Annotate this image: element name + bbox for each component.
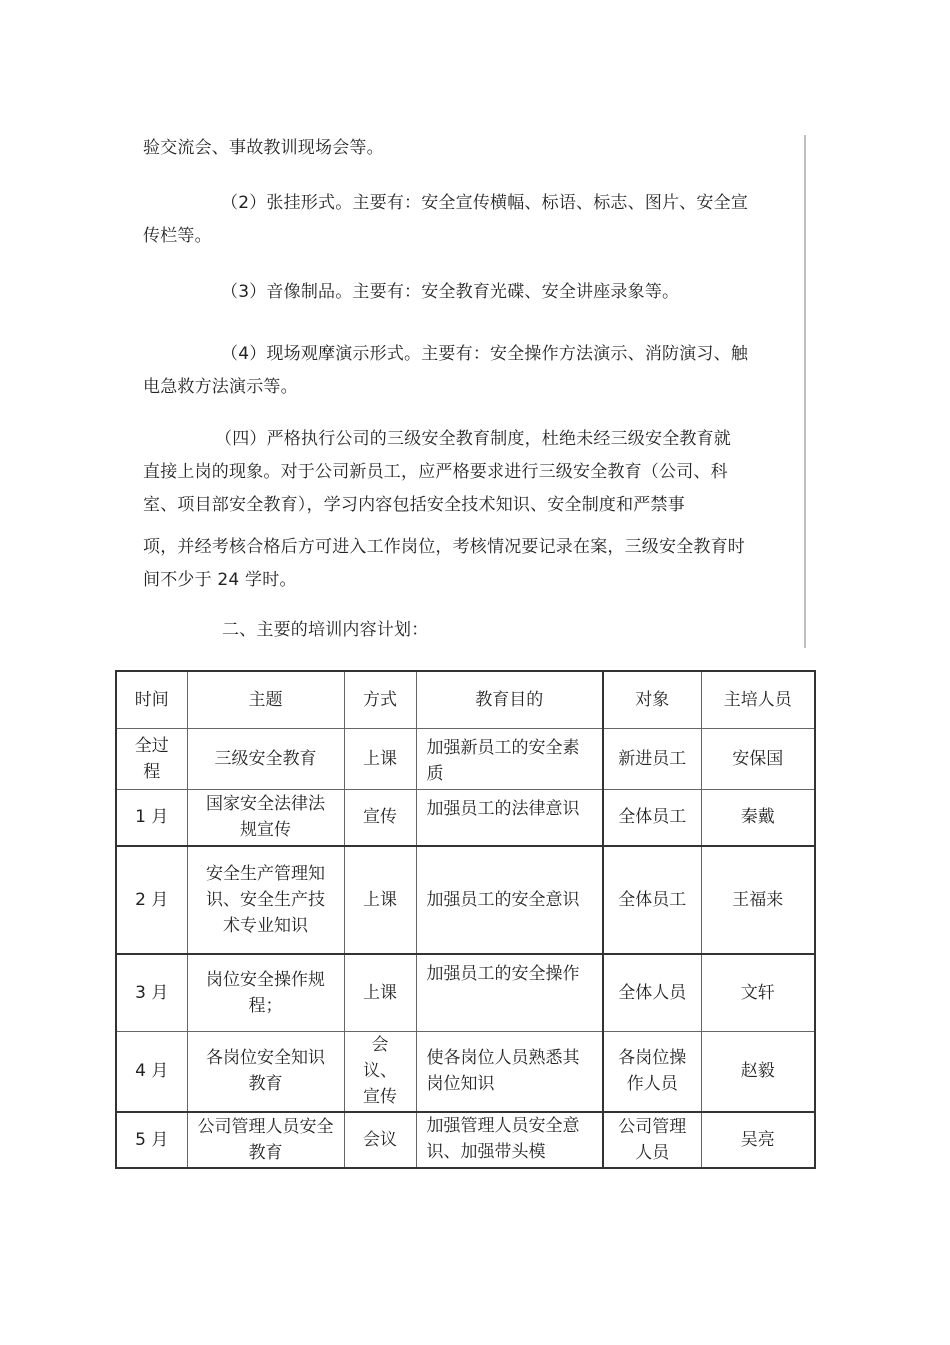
cell-topic: 安全生产管理知识、安全生产技术专业知识: [187, 846, 344, 954]
cell-method: 上课: [344, 954, 416, 1032]
cell-trainer: 赵毅: [701, 1032, 815, 1112]
cell-target: 全体员工: [603, 790, 701, 846]
cell-method: 上课: [344, 846, 416, 954]
cell-topic: 国家安全法律法规宣传: [187, 790, 344, 846]
cell-method: 会议: [344, 1112, 416, 1168]
cell-goal: 加强员工的法律意识: [416, 790, 603, 846]
page-margin-rule: [804, 135, 806, 648]
header-goal: 教育目的: [416, 671, 603, 729]
cell-target: 全体员工: [603, 846, 701, 954]
paragraph-hanging-form: （2）张挂形式。主要有：安全宣传横幅、标语、标志、图片、安全宣传栏等。: [143, 193, 749, 246]
cell-target: 各岗位操作人员: [603, 1032, 701, 1112]
cell-trainer: 秦戴: [701, 790, 815, 846]
table-header-row: [116, 671, 815, 729]
cell-target: 全体人员: [603, 954, 701, 1032]
cell-trainer: 王福来: [701, 846, 815, 954]
header-trainer: 主培人员: [701, 671, 815, 729]
table-row: [116, 1032, 815, 1112]
header-topic: 主题: [187, 671, 344, 729]
section-heading: 二、主要的培训内容计划：: [222, 620, 429, 640]
cell-goal: 使各岗位人员熟悉其岗位知识: [416, 1032, 603, 1112]
table-row: [116, 790, 815, 846]
cell-time: 3 月: [116, 954, 187, 1032]
paragraph-onsite-demo: （4）现场观摩演示形式。主要有：安全操作方法演示、消防演习、触电急救方法演示等。: [143, 344, 749, 397]
training-plan-table: [115, 670, 816, 1169]
cell-trainer: 安保国: [701, 729, 815, 790]
cell-time: 全过程: [116, 729, 187, 790]
cell-goal: 加强员工的安全操作: [416, 954, 603, 1032]
cell-goal: 加强员工的安全意识: [416, 846, 603, 954]
cell-topic: 各岗位安全知识教育: [187, 1032, 344, 1112]
header-target: 对象: [603, 671, 701, 729]
cell-goal: 加强新员工的安全素质: [416, 729, 603, 790]
paragraph-three-level-education-cont: 项，并经考核合格后方可进入工作岗位，考核情况要记录在案，三级安全教育时间不少于 24 学时。: [143, 537, 745, 590]
paragraph-continuation: 验交流会、事故教训现场会等。: [143, 138, 384, 158]
cell-time: 5 月: [116, 1112, 187, 1168]
cell-method: 会议、宣传: [344, 1032, 416, 1112]
cell-target: 公司管理人员: [603, 1112, 701, 1168]
cell-topic: 岗位安全操作规程；: [187, 954, 344, 1032]
table-row: [116, 1112, 815, 1168]
cell-trainer: 吴亮: [701, 1112, 815, 1168]
table-row: [116, 846, 815, 954]
cell-trainer: 文轩: [701, 954, 815, 1032]
cell-method: 上课: [344, 729, 416, 790]
cell-topic: 三级安全教育: [187, 729, 344, 790]
header-time: 时间: [116, 671, 187, 729]
paragraph-audio-video: （3）音像制品。主要有：安全教育光碟、安全讲座录象等。: [221, 282, 680, 302]
cell-target: 新进员工: [603, 729, 701, 790]
cell-method: 宣传: [344, 790, 416, 846]
cell-time: 4 月: [116, 1032, 187, 1112]
cell-time: 1 月: [116, 790, 187, 846]
table-row: [116, 954, 815, 1032]
cell-time: 2 月: [116, 846, 187, 954]
paragraph-three-level-education: （四）严格执行公司的三级安全教育制度，杜绝未经三级安全教育就直接上岗的现象。对于公司新员工，应严格要求进行三级安全教育（公司、科室、项目部安全教育），学习内容包括安全技术知识、安全制度和严禁事: [143, 429, 731, 515]
cell-topic: 公司管理人员安全教育: [187, 1112, 344, 1168]
cell-goal: 加强管理人员安全意识、加强带头模: [416, 1112, 603, 1168]
header-method: 方式: [344, 671, 416, 729]
table-row: [116, 729, 815, 790]
